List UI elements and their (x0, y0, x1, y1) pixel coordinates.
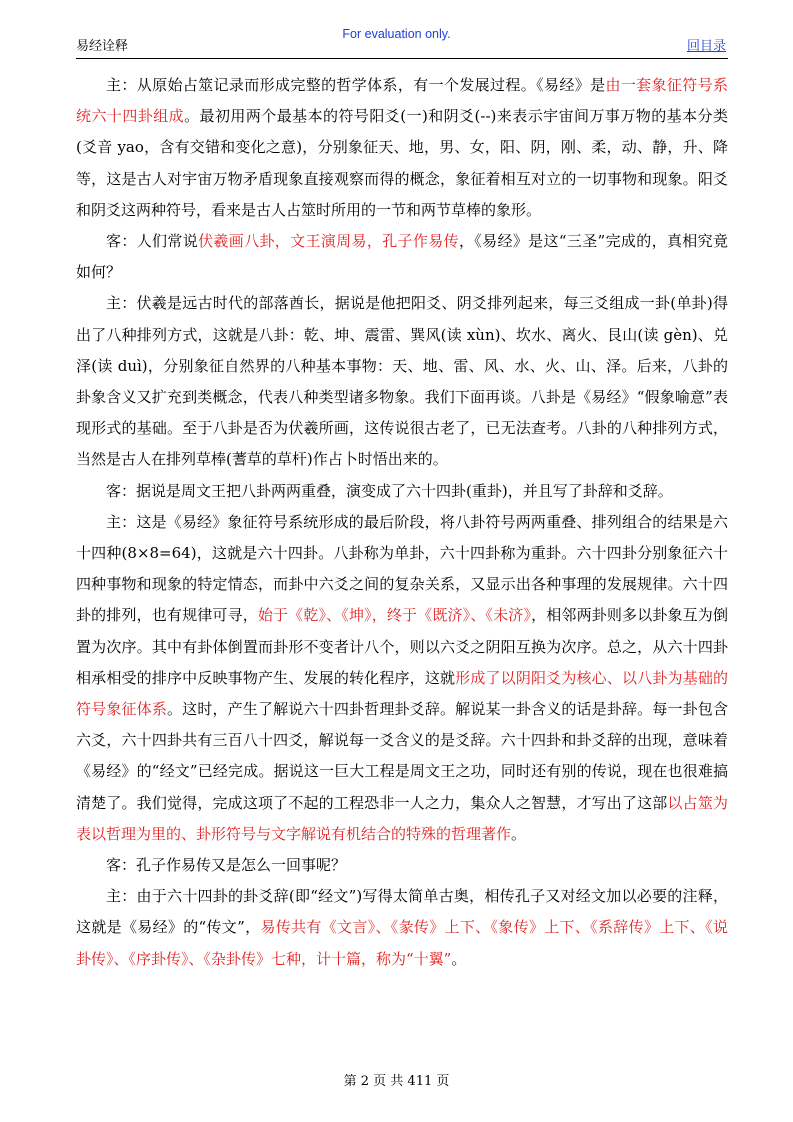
evaluation-watermark: For evaluation only. (342, 27, 451, 41)
text-run: 。 (511, 824, 527, 843)
highlighted-text: 易传共有《文言》、《彖传》上下、《象传》上下、《系辞传》上下、《说卦传》、《序卦传》、《杂卦传》七种，计十篇，称为“十翼” (76, 918, 728, 968)
document-body (76, 70, 728, 975)
highlighted-text: 伏羲画八卦，文王演周易，孔子作易传 (198, 232, 459, 251)
paragraph (76, 881, 728, 975)
text-run: 客：据说是周文王把八卦两两重叠，演变成了六十四卦(重卦)，并且写了卦辞和爻辞。 (106, 481, 673, 500)
text-run: 主：这是《易经》象征符号系统形成的最后阶段，将八卦符号两两重叠、排列组合的结果是六十四种(8×8=64)，这就是六十四卦。八卦称为单卦，六十四卦称为重卦。六十四卦分别象征六十四种事物和现象的特定情态，而卦中六爻之间的复杂关系，又显示出各种事理的发展规律。六十四卦的排列，也有规律可寻， (76, 512, 728, 625)
text-run: ，《易经》是这“三圣”完成的，真相究竟如何？ (76, 232, 728, 282)
highlighted-text: 以占筮为表以哲理为里的、卦形符号与文字解说有机结合的特殊的哲理著作 (76, 793, 728, 843)
text-run: 主：伏羲是远古时代的部落酋长，据说是他把阳爻、阴爻排列起来，每三爻组成一卦(单卦)得出了八种排列方式，这就是八卦：乾、坤、震雷、巽风(读 xùn)、坎水、离火、艮山(读 gèn)、兑泽(读 duì)，分别象征自然界的八种基本事物：天、地、雷、风、水、火、山、泽。后来，八卦的卦象含义又扩充到类概念，代表八种类型诸多物象。我们下面再谈。八卦是《易经》“假象喻意”表现形式的基础。至于八卦是否为伏羲所画，这传说很古老了，已无法查考。八卦的八种排列方式，当然是古人在排列草棒(蓍草的草杆)作占卜时悟出来的。 (76, 294, 728, 469)
text-run: 。这时，产生了解说六十四卦哲理卦爻辞。解说某一卦含义的话是卦辞。每一卦包含六爻，六十四卦共有三百八十四爻，解说每一爻含义的是爻辞。六十四卦和卦爻辞的出现，意味着《易经》的“经文”已经完成。据说这一巨大工程是周文王之功，同时还有别的传说，现在也很难搞清楚了。我们觉得，完成这项了不起的工程恐非一人之力，集众人之智慧，才写出了这部 (76, 700, 728, 812)
paragraph (76, 507, 728, 850)
text-run: 主：从原始占筮记录而形成完整的哲学体系，有一个发展过程。《易经》是 (106, 76, 606, 94)
paragraph (76, 476, 728, 507)
highlighted-text: 形成了以阴阳爻为核心、以八卦为基础的符号象征体系 (76, 668, 728, 719)
document-title: 易经诠释 (76, 39, 129, 54)
page-number-footer: 第 2 页 共 411 页 (343, 1074, 450, 1089)
text-run: 主：由于六十四卦的卦爻辞(即“经文”)写得太简单古奥，相传孔子又对经文加以必要的注释，这就是《易经》的“传文”， (76, 887, 728, 937)
paragraph (76, 226, 728, 288)
text-run: 。最初用两个最基本的符号阳爻(一)和阴爻(--)来表示宇宙间万事万物的基本分类(爻音 yao，含有交错和变化之意)，分别象征天、地，男、女，阳、阴，刚、柔，动、静，升、降等，这是古人对宇宙万物矛盾现象直接观察而得的概念，象征着相互对立的一切事物和现象。阳爻和阴爻这两种符号，看来是古人占筮时所用的一节和两节草棒的象形。 (76, 107, 728, 219)
highlighted-text: 由一套象征符号系统六十四卦组成 (76, 76, 728, 126)
text-run: ，相邻两卦则多以卦象互为倒置为次序。其中有卦体倒置而卦形不变者计八个，则以六爻之阴阳互换为次序。总之，从六十四卦相承相受的排序中反映事物产生、发展的转化程序，这就 (76, 606, 728, 687)
paragraph (76, 288, 728, 475)
text-run: 客：人们常说 (106, 232, 199, 251)
paragraph (76, 70, 728, 226)
page-header (76, 38, 728, 59)
text-run: 客：孔子作易传又是怎么一回事呢？ (106, 856, 347, 875)
highlighted-text: 始于《乾》、《坤》，终于《既济》、《未济》 (257, 606, 532, 625)
text-run: 。 (451, 949, 467, 968)
back-to-contents-link[interactable]: 回目录 (686, 39, 726, 54)
paragraph (76, 850, 728, 881)
